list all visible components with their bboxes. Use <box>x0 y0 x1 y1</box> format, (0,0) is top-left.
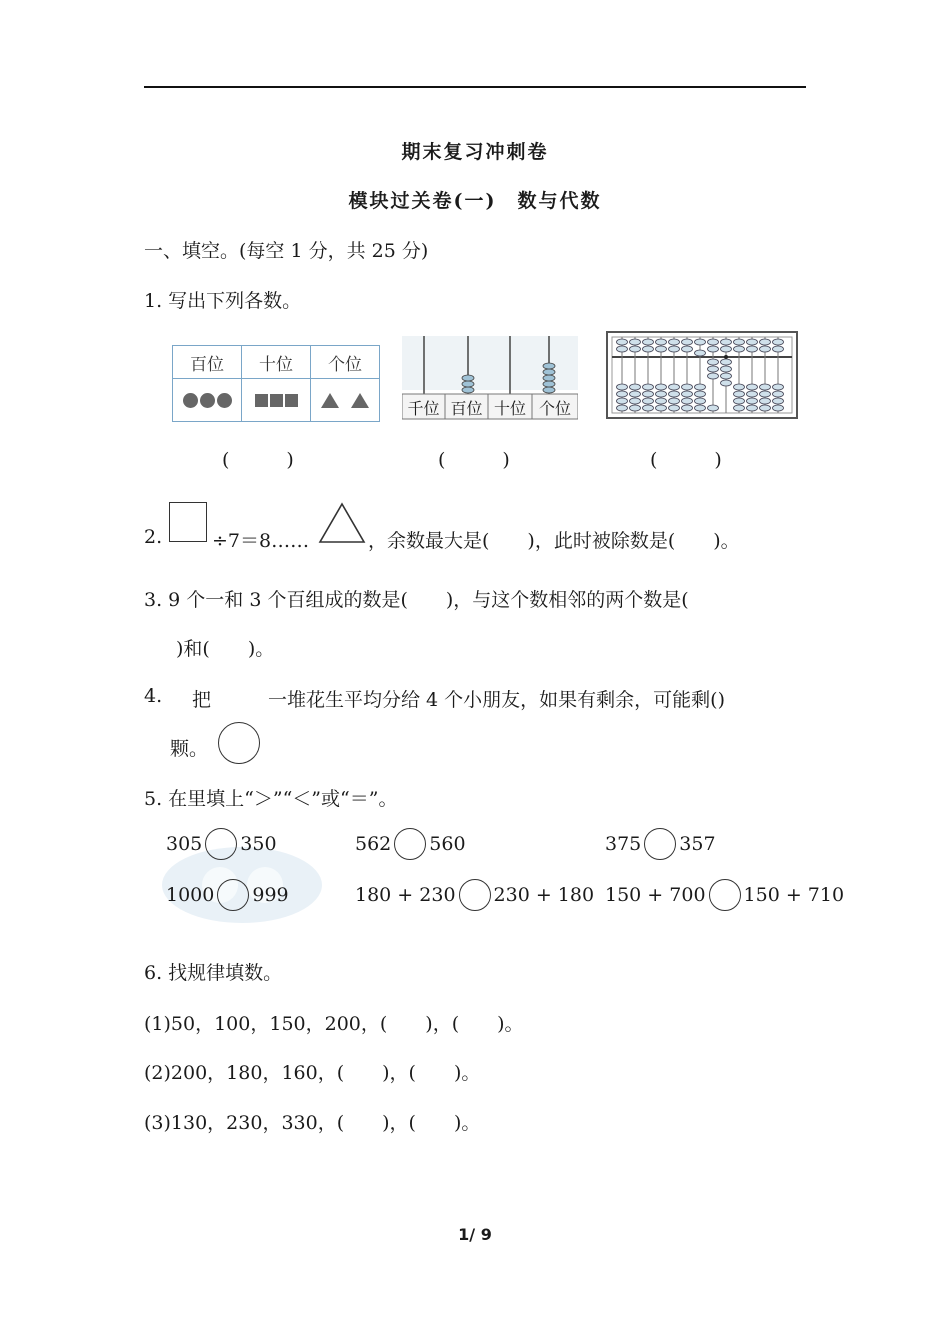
comparison-right: 357 <box>679 833 716 855</box>
page-title: 期末复习冲刺卷 <box>401 141 549 163</box>
comparison-right: 999 <box>252 884 289 906</box>
question-3-line-2: )和( )。 <box>176 638 275 660</box>
question-4-line-2: 颗。 <box>170 738 209 760</box>
question-4-ba: 把 <box>192 689 212 711</box>
question-6-item-3: (3)130，230，330，( )，( )。 <box>144 1112 481 1134</box>
triangle-icon <box>321 393 339 408</box>
square-box-icon <box>169 502 207 542</box>
table-header-tens: 十位 <box>242 346 311 379</box>
comparison-2 <box>355 828 466 860</box>
compare-circle-input[interactable] <box>217 879 249 911</box>
comparison-1 <box>166 828 277 860</box>
comparison-4 <box>166 879 289 911</box>
answer-blank-3[interactable]: ( ) <box>650 449 722 471</box>
triangle-icon <box>351 393 369 408</box>
rod-label-hundreds: 百位 <box>450 399 483 418</box>
circle-icon <box>183 393 198 408</box>
question-4-number: 4. <box>144 685 163 707</box>
compare-circle-input[interactable] <box>459 879 491 911</box>
question-1: 1. 写出下列各数。 <box>144 290 302 312</box>
hundreds-dots-cell <box>173 379 242 422</box>
question-6-item-2: (2)200，180，160，( )，( )。 <box>144 1062 481 1084</box>
comparison-right: 560 <box>429 833 466 855</box>
question-3-line-1: 3. 9 个一和 3 个百组成的数是( )，与这个数相邻的两个数是( <box>144 589 689 611</box>
comparison-left: 375 <box>605 833 642 855</box>
comparison-right: 150 + 710 <box>743 884 845 906</box>
rod-label-thousands: 千位 <box>407 399 440 418</box>
comparison-3 <box>605 828 716 860</box>
abacus-icon <box>606 331 798 419</box>
question-2-text: ，余数最大是( )，此时被除数是( )。 <box>368 530 740 552</box>
comparison-right: 350 <box>240 833 277 855</box>
comparison-5 <box>355 879 594 911</box>
table-header-hundreds: 百位 <box>173 346 242 379</box>
compare-circle-input[interactable] <box>644 828 676 860</box>
counting-frame <box>402 334 578 420</box>
comparison-right: 230 + 180 <box>493 884 595 906</box>
square-icon <box>285 394 298 407</box>
place-value-table <box>172 345 380 422</box>
question-2-division: ÷7＝8…… <box>212 530 310 552</box>
circle-blank-icon <box>218 722 260 764</box>
question-5: 5. 在里填上“＞”“＜”或“＝”。 <box>144 788 398 810</box>
section-heading: 一、填空。(每空 1 分，共 25 分) <box>144 240 429 262</box>
tens-squares-cell <box>242 379 311 422</box>
question-6: 6. 找规律填数。 <box>144 962 283 984</box>
triangle-box-icon <box>318 502 366 544</box>
comparison-left: 1000 <box>166 884 215 906</box>
page-number: 1/ 9 <box>458 1225 492 1244</box>
question-4-line-1: 一堆花生平均分给 4 个小朋友，如果有剩余，可能剩() <box>268 689 725 711</box>
compare-circle-input[interactable] <box>709 879 741 911</box>
header-rule <box>144 86 806 88</box>
abacus-figure <box>606 331 798 419</box>
ones-triangles-cell <box>311 379 380 422</box>
square-icon <box>255 394 268 407</box>
square-icon <box>270 394 283 407</box>
page-subtitle: 模块过关卷(一) 数与代数 <box>348 190 602 212</box>
comparison-left: 562 <box>355 833 392 855</box>
circle-icon <box>217 393 232 408</box>
compare-circle-input[interactable] <box>394 828 426 860</box>
circle-icon <box>200 393 215 408</box>
table-header-ones: 个位 <box>311 346 380 379</box>
answer-blank-1[interactable]: ( ) <box>222 449 294 471</box>
comparison-left: 305 <box>166 833 203 855</box>
comparison-left: 150 + 700 <box>605 884 706 906</box>
question-6-item-1: (1)50，100，150，200，( )，( )。 <box>144 1013 524 1035</box>
comparison-left: 180 + 230 <box>355 884 456 906</box>
answer-blank-2[interactable]: ( ) <box>438 449 510 471</box>
comparison-6 <box>605 879 844 911</box>
question-2-number: 2. <box>144 526 163 548</box>
rod-label-tens: 十位 <box>493 399 526 418</box>
rod-label-ones: 个位 <box>538 399 571 418</box>
compare-circle-input[interactable] <box>205 828 237 860</box>
